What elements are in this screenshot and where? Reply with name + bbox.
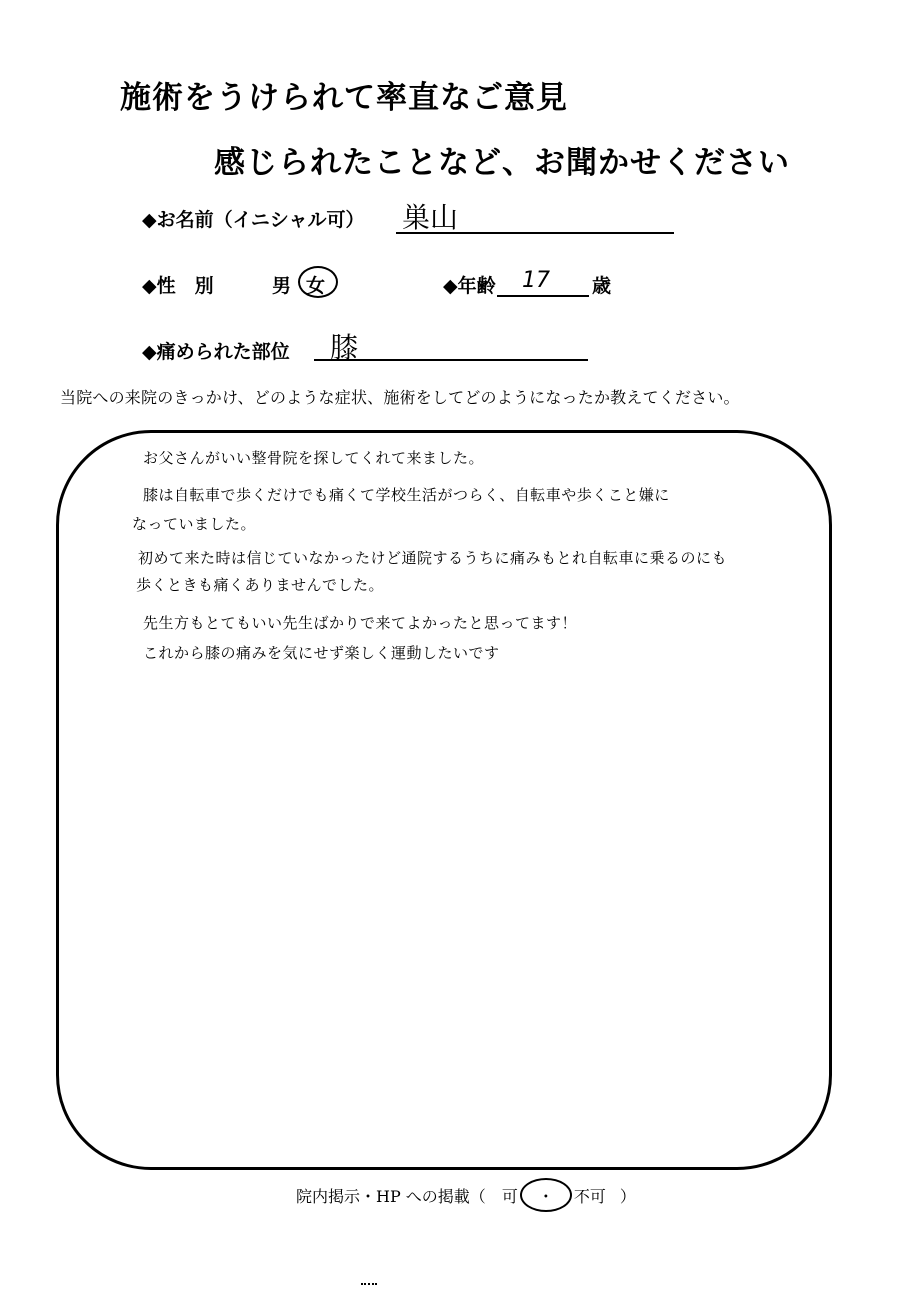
comment-line: なっていました。	[132, 515, 257, 533]
area-underline	[314, 359, 588, 361]
consent-separator: ・	[537, 1187, 554, 1206]
age-label: ◆年齢	[443, 275, 496, 297]
age-unit: 歳	[592, 275, 612, 297]
name-value: 巣山	[402, 201, 459, 234]
comment-line: 歩くときも痛くありませんでした。	[136, 576, 385, 594]
consent-label: 院内掲示・HP への掲載（	[296, 1187, 486, 1206]
form-title-line1: 施術をうけられて率直なご意見	[120, 80, 568, 116]
publication-consent	[296, 1184, 636, 1207]
age-underline	[497, 295, 589, 297]
area-value: 膝	[330, 331, 359, 364]
name-label: ◆お名前（イニシャル可）	[142, 209, 365, 231]
comment-line: 先生方もとてもいい先生ばかりで来てよかったと思ってます！	[143, 614, 578, 632]
consent-allow-option: 可	[501, 1187, 518, 1206]
consent-close: ）	[619, 1187, 636, 1206]
comment-line: これから膝の痛みを気にせず楽しく運動したいです	[143, 644, 500, 662]
consent-allow-circle	[520, 1178, 572, 1212]
comment-line: お父さんがいい整骨院を探してくれて来ました。	[143, 449, 485, 467]
comment-line: 膝は自転車で歩くだけでも痛くて学校生活がつらく、自転車や歩くこと嫌に	[143, 486, 670, 504]
consent-deny-option: 不可	[573, 1187, 606, 1206]
area-label: ◆痛められた部位	[142, 341, 290, 363]
gender-female-circle	[298, 266, 338, 298]
gender-label: ◆性 別	[142, 275, 214, 297]
gender-female-option: 女	[306, 275, 326, 297]
form-title-line2: 感じられたことなど、お聞かせください	[214, 145, 790, 181]
comment-prompt: 当院への来院のきっかけ、どのような症状、施術をしてどのようになったか教えてください。	[60, 388, 740, 407]
name-underline	[396, 232, 674, 234]
comment-box	[56, 430, 832, 1170]
comment-line: 初めて来た時は信じていなかったけど通院するうちに痛みもとれ自転車に乗るのにも	[138, 549, 728, 567]
footer-mark	[361, 1283, 377, 1285]
gender-male-option: 男	[272, 275, 292, 297]
age-value: 17	[522, 268, 550, 293]
